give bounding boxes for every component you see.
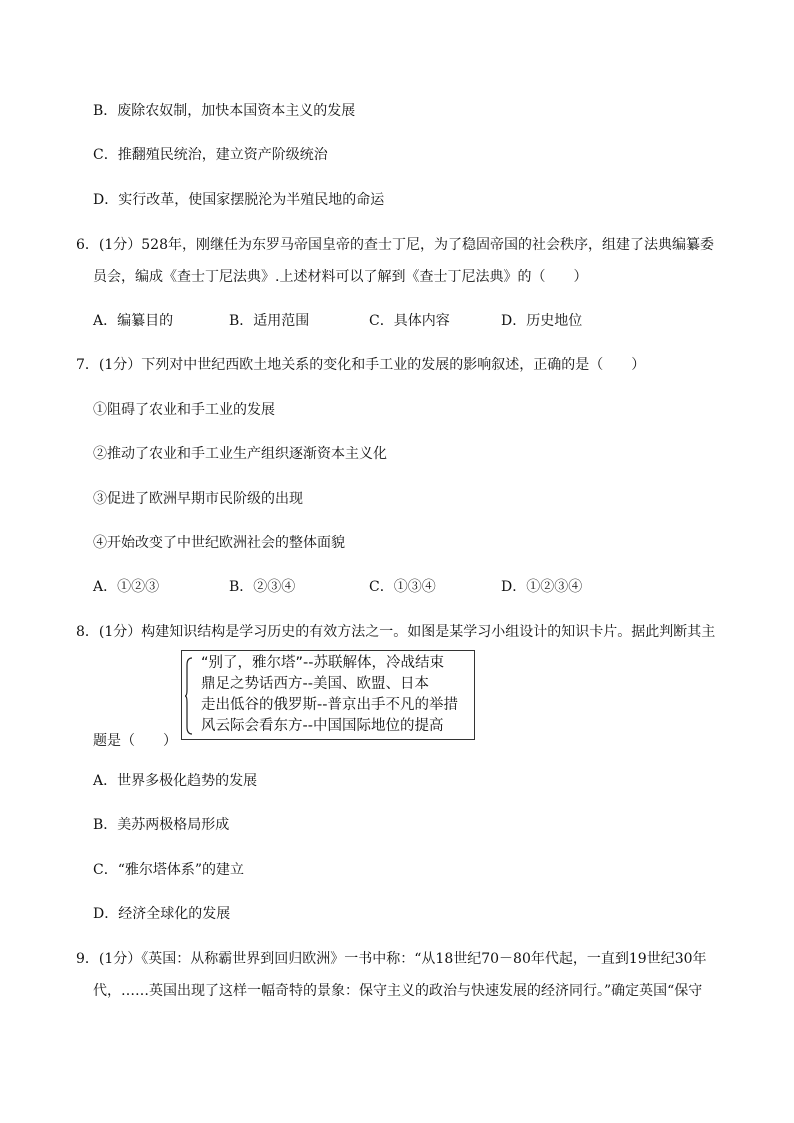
q5-option-c: C．推翻殖民统治，建立资产阶级统治 [93, 147, 328, 163]
knowledge-card [181, 650, 475, 740]
q6-option-b: B．适用范围 [229, 313, 310, 329]
q7-option-b: B．②③④ [229, 579, 296, 595]
q8-option-d: D．经济全球化的发展 [93, 906, 231, 922]
q6-option-d: D．历史地位 [501, 313, 583, 329]
q8-option-b: B．美苏两极格局形成 [93, 817, 230, 833]
card-line-2: 鼎足之势话西方--美国、欧盟、日本 [201, 676, 429, 692]
q8-option-a: A．世界多极化趋势的发展 [93, 773, 258, 789]
q7-item-1: ①阻碍了农业和手工业的发展 [93, 402, 275, 418]
card-line-4: 风云际会看东方--中国国际地位的提高 [201, 718, 444, 734]
q7-option-c: C．①③④ [369, 579, 436, 595]
brace-icon [185, 657, 193, 735]
q5-option-d: D．实行改革，使国家摆脱沦为半殖民地的命运 [93, 192, 385, 208]
q9-stem-line1: 9．(1分）《英国：从称霸世界到回归欧洲》一书中称：“从18世纪70－80年代起，一直到19世纪30年 [76, 951, 707, 967]
card-line-3: 走出低谷的俄罗斯--普京出手不凡的举措 [201, 697, 458, 713]
q8-stem-line2: 题是（ ） [93, 733, 177, 749]
q6-stem-line1: 6．(1分）528年，刚继任为东罗马帝国皇帝的查士丁尼，为了稳固帝国的社会秩序，组建了法典编纂委 [76, 237, 714, 253]
q9-stem-line2: 代，……英国出现了这样一幅奇特的景象：保守主义的政治与快速发展的经济同行。”确定英国“保守 [93, 983, 703, 999]
q6-stem-line2: 员会，编成《查士丁尼法典》.上述材料可以了解到《查士丁尼法典》的（ ） [93, 269, 588, 285]
q7-stem: 7．(1分）下列对中世纪西欧土地关系的变化和手工业的发展的影响叙述，正确的是（ ） [76, 357, 646, 373]
q7-option-d: D．①②③④ [501, 579, 583, 595]
card-line-1: “别了，雅尔塔”--苏联解体，冷战结束 [201, 655, 444, 671]
q7-item-2: ②推动了农业和手工业生产组织逐渐资本主义化 [93, 446, 387, 462]
q6-option-c: C．具体内容 [369, 313, 450, 329]
q6-option-a: A．编纂目的 [93, 313, 174, 329]
q7-item-4: ④开始改变了中世纪欧洲社会的整体面貌 [93, 535, 345, 551]
q8-option-c: C．“雅尔塔体系”的建立 [93, 862, 245, 878]
q8-stem-line1: 8．(1分）构建知识结构是学习历史的有效方法之一。如图是某学习小组设计的知识卡片。据此判断其主 [76, 624, 716, 640]
q5-option-b: B．废除农奴制，加快本国资本主义的发展 [93, 103, 356, 119]
q7-item-3: ③促进了欧洲早期市民阶级的出现 [93, 491, 303, 507]
q7-option-a: A．①②③ [93, 579, 160, 595]
